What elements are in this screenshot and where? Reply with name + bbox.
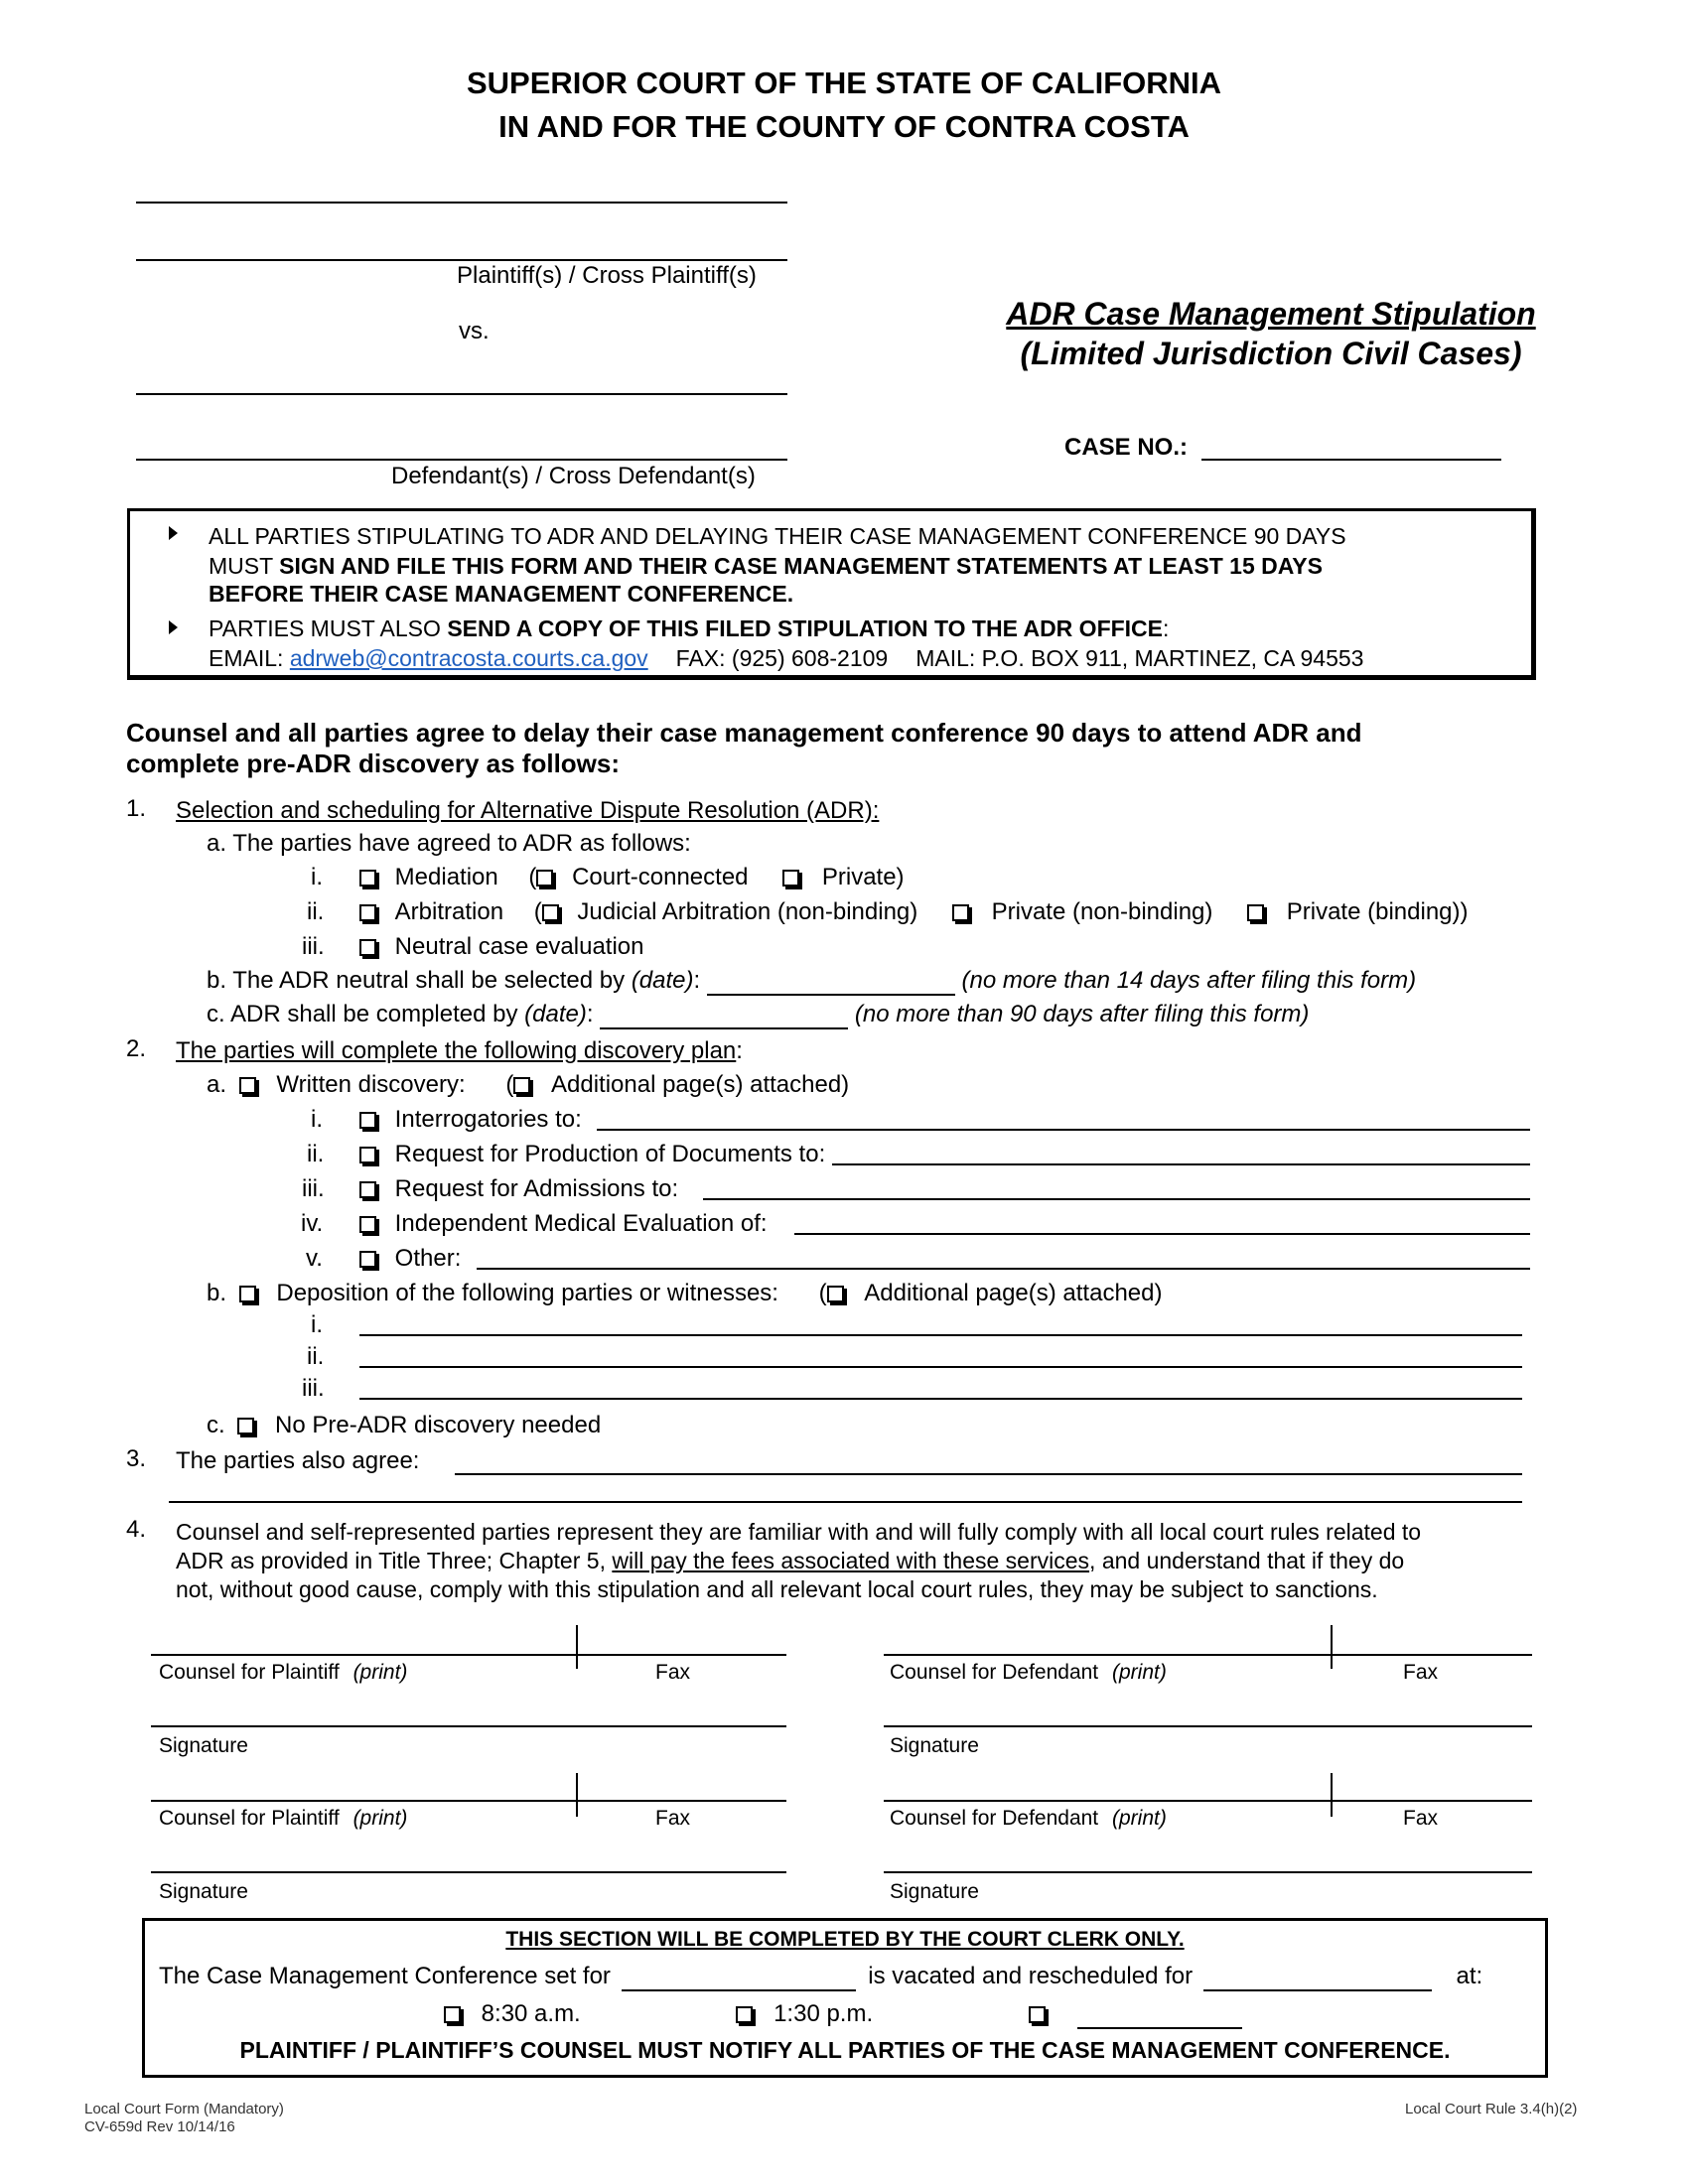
medical-evaluation-label: Independent Medical Evaluation of: — [394, 1210, 768, 1237]
plaintiff-counsel-2-label — [159, 1804, 407, 1834]
intro-line-2: complete pre-ADR discovery as follows: — [126, 749, 621, 778]
written-item-v — [359, 1244, 461, 1274]
email-link[interactable]: adrweb@contracosta.courts.ca.gov — [289, 645, 648, 671]
judicial-arbitration-checkbox[interactable] — [542, 904, 559, 921]
deposition-checkbox[interactable] — [239, 1286, 256, 1302]
deposition-ii-number: ii. — [307, 1343, 325, 1370]
original-cmc-date-field[interactable] — [622, 1964, 856, 1991]
footer-form-number: CV-659d Rev 10/14/16 — [84, 2118, 235, 2135]
defendant-counsel-1-label — [890, 1658, 1167, 1688]
written-item-ii — [359, 1140, 825, 1169]
written-item-ii-number: ii. — [307, 1141, 325, 1167]
section2-number: 2. — [126, 1035, 147, 1062]
mail-contact: MAIL: P.O. BOX 911, MARTINEZ, CA 94553 — [915, 645, 1364, 671]
written-item-v-number: v. — [306, 1245, 323, 1272]
section2-c-letter: c. — [207, 1412, 225, 1438]
notice-bullet-2-line-a — [209, 614, 1169, 643]
court-title-line2: IN AND FOR THE COUNTY OF CONTRA COSTA — [498, 109, 1190, 144]
plaintiff-counsel-2-print: (print) — [352, 1807, 408, 1830]
defendant-line-1[interactable] — [136, 393, 787, 395]
defendant-signature-2-field[interactable] — [884, 1871, 1532, 1873]
private-mediation-checkbox[interactable] — [782, 870, 799, 887]
other-field[interactable] — [477, 1268, 1530, 1270]
notice-bullet-1-line-c: BEFORE THEIR CASE MANAGEMENT CONFERENCE. — [209, 581, 794, 607]
section1-b: b. The ADR neutral shall be selected by (date): (no more than 14 days after filing this form) — [207, 967, 1417, 994]
form-subtitle: (Limited Jurisdiction Civil Cases) — [1020, 336, 1522, 371]
private-binding-checkbox[interactable] — [1247, 904, 1264, 921]
other-label: Other: — [394, 1245, 462, 1272]
notice-bullet-2-plain: PARTIES MUST ALSO — [209, 615, 448, 641]
section1-iii-number: iii. — [302, 933, 325, 960]
defendant-counsel-2-field[interactable] — [884, 1800, 1532, 1802]
other-checkbox[interactable] — [359, 1251, 376, 1268]
section2-b-letter: b. — [207, 1280, 227, 1306]
production-documents-checkbox[interactable] — [359, 1147, 376, 1163]
plaintiff-line-2[interactable] — [136, 259, 787, 261]
section1-number: 1. — [126, 795, 147, 822]
medical-evaluation-field[interactable] — [794, 1233, 1530, 1235]
section2-heading-row: The parties will complete the following discovery plan: — [176, 1037, 743, 1064]
vs-label: vs. — [459, 318, 490, 344]
defendant-counsel-1-print: (print) — [1111, 1661, 1167, 1684]
written-item-i — [359, 1105, 582, 1135]
time-130-checkbox[interactable] — [736, 2006, 753, 2023]
time-830-checkbox[interactable] — [444, 2006, 461, 2023]
email-label: EMAIL: — [209, 645, 290, 671]
defendant-line-2[interactable] — [136, 459, 787, 461]
plaintiff-fax-2-label: Fax — [655, 1807, 691, 1830]
plaintiff-counsel-1-label — [159, 1658, 407, 1688]
defendant-label: Defendant(s) / Cross Defendant(s) — [391, 463, 756, 489]
deposition-iii-number: iii. — [302, 1375, 325, 1402]
arbitration-label: Arbitration — [394, 898, 504, 925]
defendant-fax-2-label: Fax — [1403, 1807, 1439, 1830]
clerk-set-for-label: The Case Management Conference set for — [159, 1963, 611, 1989]
court-title-line1: SUPERIOR COURT OF THE STATE OF CALIFORNIA — [466, 66, 1222, 100]
plaintiff-signature-1-label: Signature — [159, 1734, 248, 1757]
defendant-counsel-2-print: (print) — [1111, 1807, 1167, 1830]
clerk-heading: THIS SECTION WILL BE COMPLETED BY THE COURT CLERK ONLY. — [505, 1928, 1185, 1951]
admissions-checkbox[interactable] — [359, 1181, 376, 1198]
defendant-counsel-2-label — [890, 1804, 1167, 1834]
case-no-field[interactable] — [1201, 459, 1501, 461]
defendant-fax-1-label: Fax — [1403, 1661, 1439, 1684]
deposition-label: Deposition of the following parties or witnesses: — [276, 1280, 778, 1306]
medical-evaluation-checkbox[interactable] — [359, 1216, 376, 1233]
clerk-reschedule-row — [159, 1962, 1482, 1991]
form-title: ADR Case Management Stipulation — [1006, 296, 1536, 332]
arbitration-checkbox[interactable] — [359, 904, 376, 921]
plaintiff-counsel-2-divider — [576, 1773, 578, 1817]
section4-line-2-post: , and understand that if they do — [1089, 1548, 1405, 1573]
notice-bullet-2-icon — [169, 620, 178, 639]
plaintiff-label: Plaintiff(s) / Cross Plaintiff(s) — [457, 262, 757, 289]
section1-c: c. ADR shall be completed by (date): (no more than 90 days after filing this form) — [207, 1001, 1310, 1027]
plaintiff-counsel-1-text: Counsel for Plaintiff — [159, 1661, 340, 1684]
mediation-label: Mediation — [394, 864, 498, 890]
also-agree-field-1[interactable] — [455, 1473, 1522, 1475]
clerk-vacated-label: is vacated and rescheduled for — [868, 1963, 1194, 1989]
written-item-iii — [359, 1174, 678, 1204]
section2-c-row — [207, 1411, 601, 1440]
plaintiff-counsel-1-field[interactable] — [151, 1654, 786, 1656]
no-discovery-checkbox[interactable] — [237, 1418, 254, 1434]
neutral-selected-date-field[interactable] — [707, 968, 955, 996]
written-discovery-label: Written discovery: — [276, 1071, 466, 1098]
notice-bullet-1-must: MUST — [209, 553, 280, 579]
section1-c-note: (no more than 90 days after filing this form) — [854, 1001, 1310, 1027]
defendant-counsel-1-field[interactable] — [884, 1654, 1532, 1656]
production-documents-field[interactable] — [832, 1163, 1530, 1165]
written-item-iv — [359, 1209, 768, 1239]
clerk-notify: PLAINTIFF / PLAINTIFF’S COUNSEL MUST NOTIFY ALL PARTIES OF THE CASE MANAGEMENT CONFERENCE. — [239, 2037, 1451, 2063]
section4-fees: will pay the fees associated with these services — [612, 1548, 1090, 1573]
private-nonbinding-checkbox[interactable] — [952, 904, 969, 921]
court-connected-label: Court-connected — [572, 864, 749, 890]
plaintiff-counsel-2-field[interactable] — [151, 1800, 786, 1802]
clerk-at-label: at: — [1456, 1963, 1483, 1989]
defendant-counsel-1-divider — [1331, 1625, 1333, 1669]
written-additional-label: Additional page(s) attached) — [550, 1071, 850, 1098]
plaintiff-signature-2-label: Signature — [159, 1880, 248, 1903]
defendant-signature-2-label: Signature — [890, 1880, 979, 1903]
interrogatories-label: Interrogatories to: — [394, 1106, 582, 1133]
section4-line-2-pre: ADR as provided in Title Three; Chapter 5, — [176, 1548, 613, 1573]
defendant-counsel-1-text: Counsel for Defendant — [890, 1661, 1099, 1684]
section1-ii-row: Arbitration ( Judicial Arbitration (non-binding) Private (non-binding) Private (binding)) — [359, 897, 1469, 927]
section1-b-note: (no more than 14 days after filing this form) — [961, 967, 1417, 994]
deposition-field-1[interactable] — [359, 1334, 1522, 1336]
section2-b-row: b. Deposition of the following parties or witnesses: ( Additional page(s) attached) — [207, 1280, 1163, 1306]
deposition-field-2[interactable] — [359, 1366, 1522, 1368]
section2-heading: The parties will complete the following discovery plan — [176, 1037, 737, 1064]
court-title — [0, 62, 1688, 149]
notice-bullet-1-line-a: ALL PARTIES STIPULATING TO ADR AND DELAYING THEIR CASE MANAGEMENT CONFERENCE 90 DAYS — [209, 523, 1346, 549]
written-additional-checkbox[interactable] — [513, 1077, 530, 1094]
private-binding-label: Private (binding)) — [1286, 898, 1469, 925]
section4-line-2 — [176, 1546, 1404, 1575]
section3-text: The parties also agree: — [176, 1447, 420, 1474]
interrogatories-field[interactable] — [597, 1129, 1530, 1131]
mediation-checkbox[interactable] — [359, 870, 376, 887]
plaintiff-counsel-1-divider — [576, 1625, 578, 1669]
deposition-i-number: i. — [311, 1311, 323, 1338]
section1-iii-row — [359, 932, 644, 962]
neutral-evaluation-checkbox[interactable] — [359, 939, 376, 956]
notice-contact-line — [209, 643, 1363, 673]
section3-number: 3. — [126, 1445, 147, 1472]
deposition-field-3[interactable] — [359, 1398, 1522, 1400]
adr-completed-date-field[interactable] — [600, 1002, 848, 1029]
footer-rule: Local Court Rule 3.4(h)(2) — [1405, 2101, 1578, 2117]
section2-a-row: a. Written discovery: ( Additional page(s) attached) — [207, 1071, 850, 1098]
section1-c-text: c. ADR shall be completed by — [207, 1001, 525, 1027]
written-item-i-number: i. — [311, 1106, 323, 1133]
case-no-label: CASE NO.: — [1064, 434, 1189, 461]
intro-line-1: Counsel and all parties agree to delay their case management conference 90 days to attend ADR and — [126, 718, 1362, 748]
section1-a: a. The parties have agreed to ADR as follows: — [207, 830, 691, 857]
section1-b-text: b. The ADR neutral shall be selected by — [207, 967, 632, 994]
time-other-field[interactable] — [1077, 2001, 1242, 2029]
production-documents-label: Request for Production of Documents to: — [394, 1141, 826, 1167]
plaintiff-counsel-2-text: Counsel for Plaintiff — [159, 1807, 340, 1830]
section1-ii-number: ii. — [307, 898, 325, 925]
written-discovery-checkbox[interactable] — [239, 1077, 256, 1094]
notice-bullet-1-icon — [169, 526, 178, 545]
section4-line-3: not, without good cause, comply with this stipulation and all relevant local court rules, they may be subject to sanctions. — [176, 1576, 1378, 1602]
section1-c-date: (date) — [524, 1001, 587, 1027]
notice-bullet-2-bold: SEND A COPY OF THIS FILED STIPULATION TO THE ADR OFFICE — [447, 615, 1164, 641]
judicial-arbitration-label: Judicial Arbitration (non-binding) — [577, 898, 918, 925]
also-agree-field-2[interactable] — [169, 1501, 1522, 1503]
section2-a-letter: a. — [207, 1071, 227, 1098]
plaintiff-signature-2-field[interactable] — [151, 1871, 786, 1873]
deposition-additional-label: Additional page(s) attached) — [864, 1280, 1163, 1306]
court-connected-checkbox[interactable] — [536, 870, 553, 887]
defendant-signature-1-label: Signature — [890, 1734, 979, 1757]
clerk-time-row — [444, 1999, 1242, 2029]
section1-b-date: (date) — [631, 967, 694, 994]
notice-bullet-1-line-b — [209, 551, 1323, 581]
notice-bullet-1-bold: SIGN AND FILE THIS FORM AND THEIR CASE MANAGEMENT STATEMENTS AT LEAST 15 DAYS — [279, 553, 1323, 579]
admissions-label: Request for Admissions to: — [394, 1175, 679, 1202]
plaintiff-fax-1-label: Fax — [655, 1661, 691, 1684]
notice-bullet-2-colon: : — [1163, 615, 1170, 641]
private-mediation-label: Private) — [821, 864, 905, 890]
defendant-counsel-2-text: Counsel for Defendant — [890, 1807, 1099, 1830]
section1-i-number: i. — [311, 864, 323, 890]
admissions-field[interactable] — [703, 1198, 1530, 1200]
time-830-label: 8:30 a.m. — [481, 2000, 581, 2027]
plaintiff-signature-1-field[interactable] — [151, 1725, 786, 1727]
footer-form-type: Local Court Form (Mandatory) — [84, 2101, 284, 2117]
time-other-checkbox[interactable] — [1029, 2006, 1046, 2023]
no-discovery-label: No Pre-ADR discovery needed — [275, 1412, 602, 1438]
time-130-label: 1:30 p.m. — [774, 2000, 874, 2027]
plaintiff-line-1[interactable] — [136, 202, 787, 204]
new-cmc-date-field[interactable] — [1203, 1964, 1432, 1991]
private-nonbinding-label: Private (non-binding) — [991, 898, 1213, 925]
section1-i-row: Mediation ( Court-connected Private) — [359, 863, 905, 892]
plaintiff-counsel-1-print: (print) — [352, 1661, 408, 1684]
deposition-additional-checkbox[interactable] — [827, 1286, 844, 1302]
section4-line-1: Counsel and self-represented parties represent they are familiar with and will fully comply with all local court rules related to — [176, 1519, 1422, 1545]
interrogatories-checkbox[interactable] — [359, 1112, 376, 1129]
defendant-counsel-2-divider — [1331, 1773, 1333, 1817]
fax-contact: FAX: (925) 608-2109 — [675, 645, 889, 671]
section4-number: 4. — [126, 1516, 147, 1543]
section1-heading: Selection and scheduling for Alternative Dispute Resolution (ADR): — [176, 797, 880, 824]
written-item-iii-number: iii. — [302, 1175, 325, 1202]
written-item-iv-number: iv. — [301, 1210, 324, 1237]
defendant-signature-1-field[interactable] — [884, 1725, 1532, 1727]
neutral-evaluation-label: Neutral case evaluation — [394, 933, 644, 960]
